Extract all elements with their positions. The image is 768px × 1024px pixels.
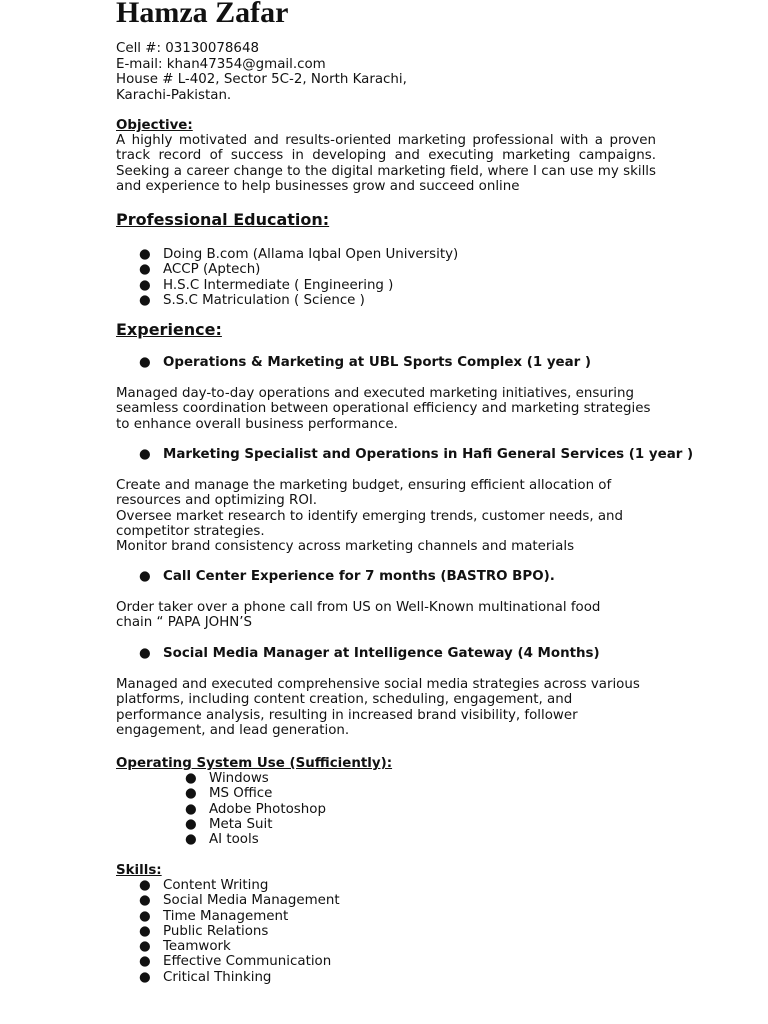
skill-item: [139, 939, 340, 955]
skills-heading: Skills:: [116, 863, 162, 878]
bullet-icon: ●: [185, 771, 197, 786]
os-item-text: MS Office: [209, 786, 273, 802]
job-description: Managed day-to-day operations and executed marketing initiatives, ensuring seamless coordination between operational efficiency and marketing strategies to enhance overall business performance.: [116, 386, 651, 432]
education-item-text: S.S.C Matriculation ( Science ): [163, 292, 365, 308]
os-item-text: Meta Suit: [209, 816, 273, 832]
bullet-icon: ●: [139, 939, 151, 955]
os-item: [185, 786, 326, 802]
job-title-text: Social Media Manager at Intelligence Gateway (4 Months): [163, 646, 600, 661]
education-item-text: ACCP (Aptech): [163, 262, 261, 278]
job-description: Create and manage the marketing budget, ensuring efficient allocation of resources and optimizing ROI. Oversee market research to identify emerging trends, customer needs, and competitor strategies. Monitor brand consistency across marketing channels and materials: [116, 478, 624, 555]
job-title: [139, 355, 592, 371]
os-item: [185, 801, 326, 817]
job-description: Managed and executed comprehensive social media strategies across various platforms, including content creation, scheduling, engagement, and performance analysis, resulting in increased brand visibility, follower engagement, and lead generation.: [116, 677, 640, 738]
education-item-text: Doing B.com (Allama Iqbal Open University): [163, 247, 459, 262]
skill-item-text: Teamwork: [163, 939, 231, 955]
bullet-icon: ●: [139, 355, 151, 370]
objective-text: A highly motivated and results-oriented marketing professional with a proven track record of success in developing and executing marketing campaigns. Seeking a career change to the digital marketing field, where I can use my skills and experience to help businesses grow and succeed online: [116, 133, 656, 194]
job-title: [139, 646, 600, 662]
education-item: [139, 247, 459, 262]
contact-cell: Cell #: 03130078648: [116, 41, 259, 56]
education-item-text: H.S.C Intermediate ( Engineering ): [163, 277, 394, 293]
skill-item-text: Critical Thinking: [163, 969, 272, 985]
candidate-name: Hamza Zafar: [116, 0, 289, 29]
skill-item-text: Public Relations: [163, 923, 269, 939]
education-item: [139, 277, 458, 293]
skill-item: [139, 923, 340, 939]
job-title: [139, 447, 694, 463]
os-list: [185, 771, 326, 848]
os-item-text: Windows: [209, 771, 269, 786]
bullet-icon: ●: [139, 262, 151, 278]
skill-item: [139, 893, 340, 909]
os-item: [185, 771, 326, 786]
bullet-icon: ●: [139, 569, 151, 584]
os-item: [185, 816, 326, 832]
bullet-icon: ●: [139, 893, 151, 909]
education-list: [139, 247, 459, 308]
skill-item-text: Time Management: [163, 908, 289, 924]
bullet-icon: ●: [139, 969, 151, 985]
job-title-text: Marketing Specialist and Operations in Hafi General Services (1 year ): [163, 447, 694, 462]
skill-item: [139, 908, 340, 924]
experience-heading: Experience:: [116, 320, 222, 339]
contact-email: E-mail: khan47354@gmail.com: [116, 57, 326, 72]
skill-item: [139, 969, 340, 985]
contact-address-line1: House # L-402, Sector 5C-2, North Karachi,: [116, 72, 407, 87]
bullet-icon: ●: [139, 447, 151, 462]
objective-heading: Objective:: [116, 118, 193, 133]
bullet-icon: ●: [139, 247, 151, 262]
os-item-text: AI tools: [209, 832, 259, 848]
bullet-icon: ●: [185, 786, 197, 802]
bullet-icon: ●: [185, 816, 197, 832]
education-item: [139, 292, 458, 308]
bullet-icon: ●: [185, 801, 197, 817]
skill-item-text: Effective Communication: [163, 954, 332, 970]
skill-item-text: Social Media Management: [163, 893, 340, 909]
bullet-icon: ●: [139, 908, 151, 924]
education-item: [139, 262, 458, 278]
job-title-text: Call Center Experience for 7 months (BASTRO BPO).: [163, 569, 555, 584]
contact-address-line2: Karachi-Pakistan.: [116, 88, 232, 103]
skill-item-text: Content Writing: [163, 878, 269, 893]
skill-item: [139, 954, 340, 970]
bullet-icon: ●: [139, 954, 151, 970]
os-item-text: Adobe Photoshop: [209, 801, 326, 817]
skill-item: [139, 878, 340, 893]
job-description: Order taker over a phone call from US on Well-Known multinational food chain “ PAPA JOHN’S: [116, 600, 601, 631]
job-title: [139, 569, 555, 585]
education-heading: Professional Education:: [116, 210, 330, 229]
os-item: [185, 832, 326, 848]
skills-list: [139, 878, 340, 985]
bullet-icon: ●: [139, 878, 151, 893]
bullet-icon: ●: [139, 646, 151, 661]
bullet-icon: ●: [185, 832, 197, 848]
job-title-text: Operations & Marketing at UBL Sports Complex (1 year ): [163, 355, 592, 370]
bullet-icon: ●: [139, 277, 151, 293]
os-heading: Operating System Use (Sufficiently):: [116, 756, 393, 771]
bullet-icon: ●: [139, 292, 151, 308]
bullet-icon: ●: [139, 923, 151, 939]
